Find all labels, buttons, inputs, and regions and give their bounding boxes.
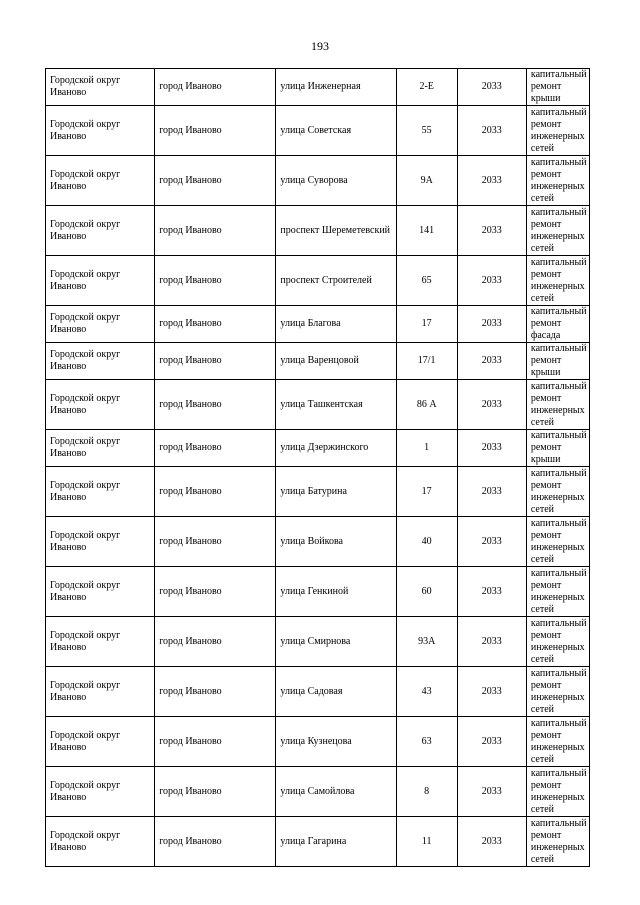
house-cell: 11 [396, 817, 457, 867]
settlement-cell: город Иваново [155, 667, 276, 717]
street-cell: улица Инженерная [276, 69, 396, 106]
street-cell: улица Дзержинского [276, 430, 396, 467]
house-cell: 8 [396, 767, 457, 817]
house-cell: 17/1 [396, 343, 457, 380]
table-row [46, 206, 590, 256]
table-row [46, 156, 590, 206]
street-cell: улица Смирнова [276, 617, 396, 667]
work-type-cell: капитальный ремонт крыши [526, 343, 589, 380]
municipality-cell: Городской округ Иваново [46, 767, 155, 817]
settlement-cell: город Иваново [155, 717, 276, 767]
municipality-cell: Городской округ Иваново [46, 467, 155, 517]
street-cell: улица Благова [276, 306, 396, 343]
work-type-cell: капитальный ремонт крыши [526, 430, 589, 467]
settlement-cell: город Иваново [155, 380, 276, 430]
work-type-cell: капитальный ремонт инженерных сетей [526, 106, 589, 156]
repair-schedule-table [45, 68, 590, 867]
table-row [46, 430, 590, 467]
work-type-cell: капитальный ремонт инженерных сетей [526, 667, 589, 717]
year-cell: 2033 [457, 717, 526, 767]
table-row [46, 306, 590, 343]
work-type-cell: капитальный ремонт инженерных сетей [526, 717, 589, 767]
work-type-cell: капитальный ремонт инженерных сетей [526, 567, 589, 617]
house-cell: 40 [396, 517, 457, 567]
page-number: 193 [311, 39, 329, 53]
table-row [46, 69, 590, 106]
municipality-cell: Городской округ Иваново [46, 380, 155, 430]
settlement-cell: город Иваново [155, 69, 276, 106]
street-cell: улица Батурина [276, 467, 396, 517]
table-row [46, 467, 590, 517]
settlement-cell: город Иваново [155, 767, 276, 817]
municipality-cell: Городской округ Иваново [46, 567, 155, 617]
table-row [46, 106, 590, 156]
settlement-cell: город Иваново [155, 106, 276, 156]
settlement-cell: город Иваново [155, 817, 276, 867]
house-cell: 60 [396, 567, 457, 617]
municipality-cell: Городской округ Иваново [46, 256, 155, 306]
municipality-cell: Городской округ Иваново [46, 106, 155, 156]
municipality-cell: Городской округ Иваново [46, 617, 155, 667]
year-cell: 2033 [457, 667, 526, 717]
work-type-cell: капитальный ремонт фасада [526, 306, 589, 343]
street-cell: улица Войкова [276, 517, 396, 567]
work-type-cell: капитальный ремонт инженерных сетей [526, 256, 589, 306]
street-cell: улица Варенцовой [276, 343, 396, 380]
street-cell: улица Самойлова [276, 767, 396, 817]
year-cell: 2033 [457, 517, 526, 567]
year-cell: 2033 [457, 306, 526, 343]
municipality-cell: Городской округ Иваново [46, 667, 155, 717]
table-row [46, 667, 590, 717]
table-row [46, 256, 590, 306]
year-cell: 2033 [457, 106, 526, 156]
table-row [46, 717, 590, 767]
settlement-cell: город Иваново [155, 306, 276, 343]
settlement-cell: город Иваново [155, 617, 276, 667]
settlement-cell: город Иваново [155, 206, 276, 256]
work-type-cell: капитальный ремонт инженерных сетей [526, 206, 589, 256]
year-cell: 2033 [457, 256, 526, 306]
work-type-cell: капитальный ремонт инженерных сетей [526, 767, 589, 817]
year-cell: 2033 [457, 69, 526, 106]
street-cell: улица Советская [276, 106, 396, 156]
table-row [46, 617, 590, 667]
house-cell: 1 [396, 430, 457, 467]
municipality-cell: Городской округ Иваново [46, 343, 155, 380]
municipality-cell: Городской округ Иваново [46, 430, 155, 467]
street-cell: улица Гагарина [276, 817, 396, 867]
year-cell: 2033 [457, 343, 526, 380]
table-row [46, 767, 590, 817]
house-cell: 141 [396, 206, 457, 256]
street-cell: улица Суворова [276, 156, 396, 206]
house-cell: 9А [396, 156, 457, 206]
house-cell: 93А [396, 617, 457, 667]
year-cell: 2033 [457, 817, 526, 867]
municipality-cell: Городской округ Иваново [46, 69, 155, 106]
table-row [46, 380, 590, 430]
work-type-cell: капитальный ремонт инженерных сетей [526, 380, 589, 430]
municipality-cell: Городской округ Иваново [46, 517, 155, 567]
settlement-cell: город Иваново [155, 517, 276, 567]
year-cell: 2033 [457, 156, 526, 206]
street-cell: улица Кузнецова [276, 717, 396, 767]
year-cell: 2033 [457, 467, 526, 517]
municipality-cell: Городской округ Иваново [46, 817, 155, 867]
table-row [46, 517, 590, 567]
table-row [46, 817, 590, 867]
year-cell: 2033 [457, 206, 526, 256]
work-type-cell: капитальный ремонт инженерных сетей [526, 617, 589, 667]
settlement-cell: город Иваново [155, 156, 276, 206]
settlement-cell: город Иваново [155, 567, 276, 617]
municipality-cell: Городской округ Иваново [46, 206, 155, 256]
settlement-cell: город Иваново [155, 430, 276, 467]
street-cell: улица Ташкентская [276, 380, 396, 430]
year-cell: 2033 [457, 430, 526, 467]
year-cell: 2033 [457, 380, 526, 430]
house-cell: 43 [396, 667, 457, 717]
settlement-cell: город Иваново [155, 256, 276, 306]
work-type-cell: капитальный ремонт инженерных сетей [526, 817, 589, 867]
municipality-cell: Городской округ Иваново [46, 306, 155, 343]
house-cell: 86 А [396, 380, 457, 430]
street-cell: проспект Строителей [276, 256, 396, 306]
settlement-cell: город Иваново [155, 343, 276, 380]
year-cell: 2033 [457, 567, 526, 617]
work-type-cell: капитальный ремонт инженерных сетей [526, 156, 589, 206]
house-cell: 63 [396, 717, 457, 767]
year-cell: 2033 [457, 767, 526, 817]
work-type-cell: капитальный ремонт инженерных сетей [526, 467, 589, 517]
house-cell: 55 [396, 106, 457, 156]
settlement-cell: город Иваново [155, 467, 276, 517]
street-cell: улица Генкиной [276, 567, 396, 617]
work-type-cell: капитальный ремонт инженерных сетей [526, 517, 589, 567]
work-type-cell: капитальный ремонт крыши [526, 69, 589, 106]
street-cell: улица Садовая [276, 667, 396, 717]
table-row [46, 343, 590, 380]
year-cell: 2033 [457, 617, 526, 667]
house-cell: 17 [396, 467, 457, 517]
municipality-cell: Городской округ Иваново [46, 156, 155, 206]
house-cell: 65 [396, 256, 457, 306]
house-cell: 2-Е [396, 69, 457, 106]
table-row [46, 567, 590, 617]
street-cell: проспект Шереметевский [276, 206, 396, 256]
municipality-cell: Городской округ Иваново [46, 717, 155, 767]
house-cell: 17 [396, 306, 457, 343]
